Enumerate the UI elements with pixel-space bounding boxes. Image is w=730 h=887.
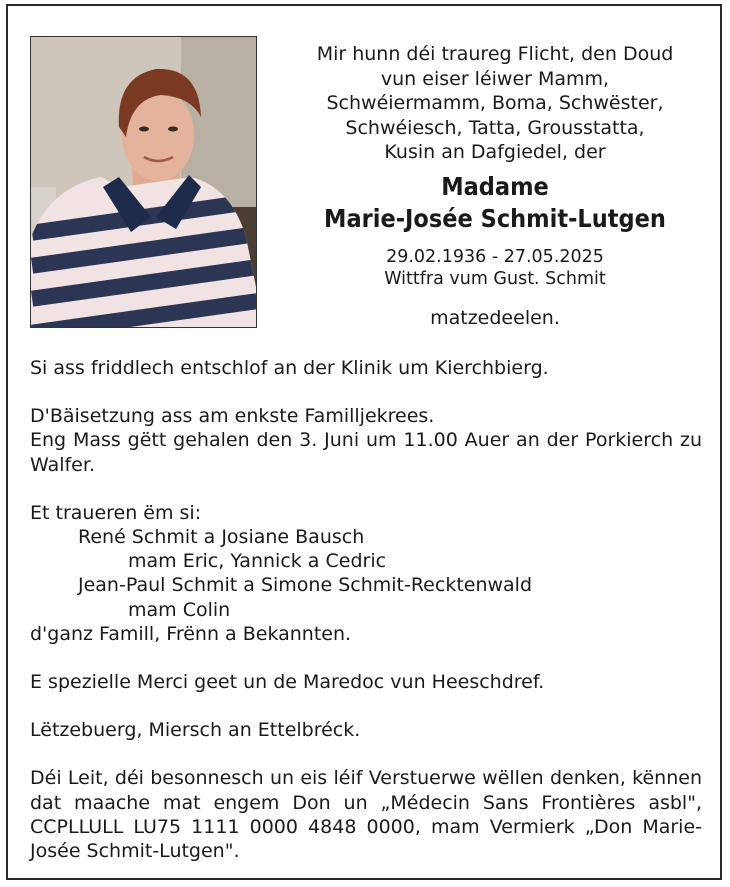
announcement-intro <box>282 42 708 165</box>
family-member: Jean-Paul Schmit a Simone Schmit-Recktenwald <box>78 574 533 597</box>
thanks-text: E spezielle Merci geet un de Maredoc vun Heeschdref. <box>30 671 545 694</box>
deceased-details <box>282 246 708 290</box>
life-dates: 29.02.1936 - 27.05.2025 <box>386 247 604 267</box>
intro-line: Mir hunn déi traureg Flicht, den Doud <box>316 43 674 65</box>
family-member: mam Colin <box>128 598 231 621</box>
shared-verb: matzedeelen. <box>430 307 560 329</box>
intro-line: Schwéiermamm, Boma, Schwëster, <box>326 92 664 114</box>
family-member: mam Eric, Yannick a Cedric <box>128 550 387 573</box>
widow-of: Wittfra vum Gust. Schmit <box>384 269 606 289</box>
mourners-intro: Et traueren ëm si: <box>30 501 202 524</box>
notice-body <box>30 356 702 863</box>
deceased-title: Madame <box>441 172 549 201</box>
intro-line: Schwéiesch, Tatta, Grousstatta, <box>345 116 645 139</box>
mass-text: Eng Mass gëtt gehalen den 3. Juni um 11.00 Auer an der Porkierch zu Walfer. <box>30 429 702 476</box>
intro-line: vun eiser léiwer Mamm, <box>380 67 610 90</box>
portrait-photo <box>30 36 257 328</box>
places-text: Lëtzebuerg, Miersch an Ettelbréck. <box>30 719 361 742</box>
burial-text: D'Bäisetzung ass am enkste Familljekrees. <box>30 405 435 428</box>
others-text: d'ganz Famill, Frënn a Bekannten. <box>30 622 352 645</box>
family-member: René Schmit a Josiane Bausch <box>78 526 365 549</box>
passed-away-text: Si ass friddlech entschlof an der Klinik um Kierchbierg. <box>30 357 549 379</box>
deceased-name: Marie-Josée Schmit-Lutgen <box>324 204 666 233</box>
intro-line: Kusin an Dafgiedel, der <box>384 141 606 163</box>
donation-text: Déi Leit, déi besonnesch un eis léif Verstuerwe wëllen denken, kënnen dat maache mat engem Don un „Médecin Sans Frontières asbl", CCPLLULL LU75 1111 0000 4848 0000, mam Vermierk „Don Marie-Josée Schmit-Lutgen". <box>30 767 702 863</box>
